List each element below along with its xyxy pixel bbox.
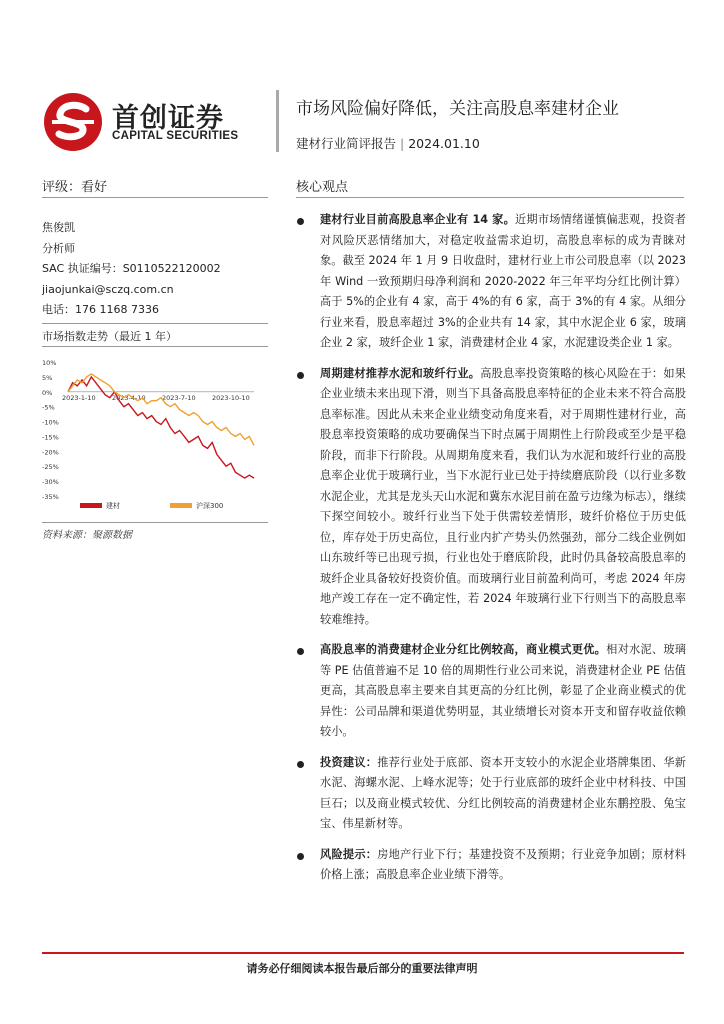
bullet-body: 高股息率投资策略的核心风险在于：如果企业业绩未来出现下滑，则当下具备高股息率特征的企业未来不符合高股息率标准。因此从未来企业业绩变动角度来看，对于周期性建材行业，高股息率投资策略的成功要确保当下时点属于周期性上行阶段或至少是平稳阶段，而非下行阶段。从周期角度来看，我们认为水泥和玻纤行业的高股息率企业优于玻璃行业，当下水泥行业已处于持续磨底阶段（以行业多数水泥企业，尤其是龙头天山水泥和冀东水泥目前在盈亏边缘为标志），继续下探空间较小。玻纤行业当下处于供需较差情形，玻纤价格位于历史低位，库存处于历史高位，且行业内扩产势头仍然强劲，部分二线企业例如山东玻纤等已出现亏损，行业也处于磨底阶段，此时仍具备较高股息率的玻纤企业具备较好投资价值。而玻璃行业目前盈利尚可，考虑 2024 年房地产竣工存在一定不确定性，若 2024 年玻璃行业下行则当下的高股息率较难维持。 xyxy=(320,366,686,626)
y-tick-label: -5% xyxy=(42,403,55,412)
series-line-csi300 xyxy=(68,374,254,446)
bullet-heading: 高股息率的消费建材企业分红比例较高，商业模式更优。 xyxy=(320,643,607,656)
subtitle-separator: | xyxy=(400,136,405,151)
legend-swatch xyxy=(80,503,102,508)
y-tick-label: -25% xyxy=(42,463,59,472)
bullet-body: 房地产行业下行；基建投资不及预期；行业竞争加剧；原材料价格上涨；高股息率企业业绩下滑等。 xyxy=(320,847,686,881)
left-section-rule xyxy=(42,197,268,198)
analyst-email[interactable]: jiaojunkai@sczq.com.cn xyxy=(42,282,174,296)
bullet-body: 近期市场情绪谨慎偏悲观，投资者对风险厌恶情绪加大，对稳定收益需求迫切，高股息率标的成为青睐对象。截至 2024 年 1 月 9 日收盘时，建材行业上市公司股息率（以 2023 年 Wind 一致预期归母净利润和 2020-2022 年三年平均分红比例计算）高于 5%的企业有 4 家，高于 4%的有 6 家，高于 3%的有 4 家。从细分行业来看，股息率超过 3%的企业共有 14 家，其中水泥企业 6 家，玻璃企业 2 家，玻纤企业 1 家，消费建材企业 4 家，水泥建设类企业 1 家。 xyxy=(320,213,686,349)
bullet-dot-icon xyxy=(297,372,304,379)
report-type: 建材行业简评报告 xyxy=(296,136,397,151)
legend-label: 建材 xyxy=(106,502,120,510)
analyst-role: 分析师 xyxy=(42,241,75,255)
legend-swatch xyxy=(170,503,192,508)
bullet-investment-advice xyxy=(296,753,686,835)
bullet-heading: 周期建材推荐水泥和玻纤行业。 xyxy=(320,366,481,380)
company-logo xyxy=(42,92,267,152)
index-trend-chart xyxy=(40,348,268,520)
x-tick-label: 2023-7-10 xyxy=(162,393,196,402)
chart-top-rule xyxy=(42,323,268,324)
bullet-heading: 建材行业目前高股息率企业有 14 家。 xyxy=(320,213,516,226)
analyst-name: 焦俊凯 xyxy=(42,221,75,234)
bullet-body: 推荐行业处于底部、资本开支较小的水泥企业塔牌集团、华新水泥、海螺水泥、上峰水泥等；处于行业底部的玻纤企业中材科技、中国巨石；以及商业模式较优、分红比例较高的消费建材企业东鹏控股、兔宝宝、伟星新材等。 xyxy=(320,755,686,830)
capital-securities-logo-icon xyxy=(42,92,104,152)
bullet-body: 相对水泥、玻璃等 PE 估值普遍不足 10 倍的周期性行业公司来说，消费建材企业 PE 估值更高，其高股息率主要来自其更高的分红比例，彰显了企业商业模式的优异性：公司品牌和渠道优势明显，其业绩增长对资本开支和留存收益依赖较小。 xyxy=(320,643,686,738)
brand-name-cn: 首创证券 xyxy=(112,103,224,134)
y-tick-label: 10% xyxy=(42,359,57,367)
bullet-consumer-building-materials xyxy=(296,640,686,743)
analyst-sac: SAC 执证编号：S0110522120002 xyxy=(42,262,221,275)
y-tick-label: 5% xyxy=(42,373,53,382)
x-tick-label: 2023-4-10 xyxy=(112,393,146,402)
rating-label: 评级：看好 xyxy=(42,180,108,195)
y-tick-label: 0% xyxy=(42,388,53,397)
bullet-high-dividend-count xyxy=(296,210,686,354)
legend-label: 沪深300 xyxy=(196,502,224,510)
chart-title-rule xyxy=(42,346,268,347)
legal-footer: 请务必仔细阅读本报告最后部分的重要法律声明 xyxy=(246,962,478,975)
y-tick-label: -30% xyxy=(42,478,59,487)
analyst-phone: 电话：176 1168 7336 xyxy=(42,303,159,316)
report-subtitle xyxy=(296,134,480,152)
chart-source: 资料来源：聚源数据 xyxy=(42,530,132,541)
header-divider xyxy=(276,90,279,152)
report-date: 2024.01.10 xyxy=(408,136,480,151)
chart-title: 市场指数走势（最近 1 年） xyxy=(42,330,177,343)
y-tick-label: -10% xyxy=(42,418,59,427)
brand-name-en: CAPITAL SECURITIES xyxy=(112,130,239,142)
footer-rule xyxy=(42,952,684,954)
bullet-dot-icon xyxy=(297,218,304,225)
bullet-dot-icon xyxy=(297,648,304,655)
bullet-dot-icon xyxy=(297,761,304,768)
x-tick-label: 2023-10-10 xyxy=(212,393,250,402)
right-section-rule xyxy=(296,197,684,198)
y-tick-label: -20% xyxy=(42,448,59,457)
bullet-heading: 风险提示： xyxy=(320,847,378,861)
bullet-risk-warning xyxy=(296,845,686,886)
core-views-title: 核心观点 xyxy=(296,180,349,195)
bullet-dot-icon xyxy=(297,853,304,860)
report-title: 市场风险偏好降低，关注高股息率建材企业 xyxy=(296,99,619,119)
bullet-heading: 投资建议： xyxy=(320,755,378,769)
y-tick-label: -15% xyxy=(42,433,59,442)
bullet-cyclical-recommendation xyxy=(296,364,686,631)
analyst-info xyxy=(42,218,221,321)
core-views-list xyxy=(296,210,686,896)
y-tick-label: -35% xyxy=(42,493,59,501)
chart-bottom-rule xyxy=(42,522,268,523)
x-tick-label: 2023-1-10 xyxy=(62,393,96,402)
